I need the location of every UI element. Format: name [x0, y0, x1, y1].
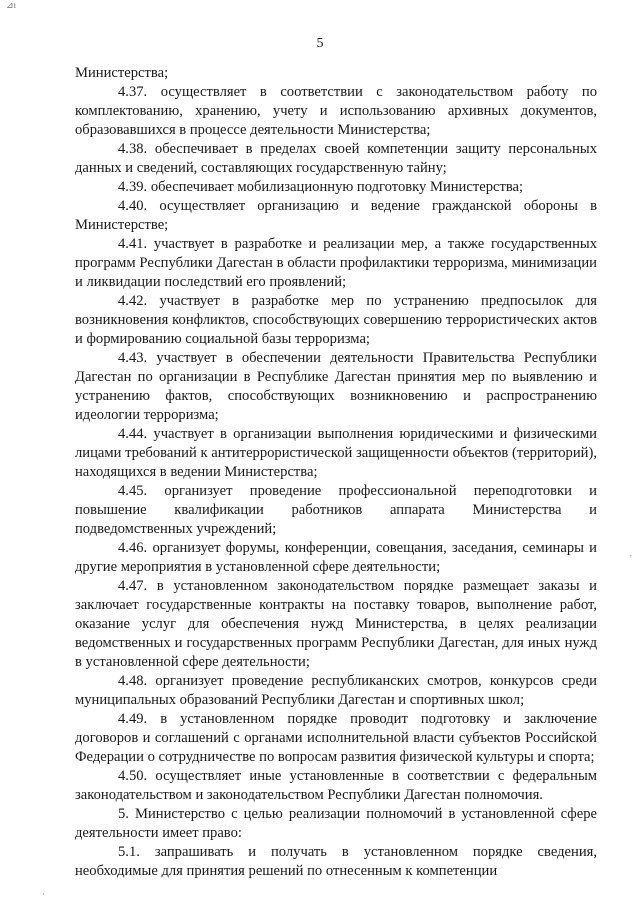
- scan-speck: ·: [42, 889, 45, 899]
- paragraph: 4.47. в установленном законодательством порядке размещает заказы и заключает государственные контракты на поставку товаров, выполнение работ, оказание услуг для обеспечения нужд Министерства, в целях реализации ведомственных и государственных программ Республики Дагестан, для иных нужд в установленной сфере деятельности;: [75, 578, 597, 670]
- paragraph: 4.41. участвует в разработке и реализации мер, а также государственных программ Республики Дагестан в области профилактики терроризма, минимизации и ликвидации последствий его проявлений;: [75, 236, 597, 290]
- paragraph: 4.50. осуществляет иные установленные в соответствии с федеральным законодательством и законодательством Республики Дагестан полномочия.: [75, 768, 597, 803]
- paragraph: 4.44. участвует в организации выполнения юридическими и физическими лицами требований к антитеррористической защищенности объектов (территорий), находящихся в ведении Министерства;: [75, 426, 597, 480]
- paragraph: 4.49. в установленном порядке проводит подготовку и заключение договоров и соглашений с органами исполнительной власти субъектов Российской Федерации о сотрудничестве по вопросам развития физической культуры и спорта;: [75, 711, 597, 765]
- document-body: [75, 64, 597, 881]
- paragraph: 4.42. участвует в разработке мер по устранению предпосылок для возникновения конфликтов, способствующих совершению террористических актов и формированию социальной базы терроризма;: [75, 293, 597, 347]
- paragraph: 4.45. организует проведение профессиональной переподготовки и повышение квалификации работников аппарата Министерства и подведомственных учреждений;: [75, 483, 597, 537]
- paragraph: 4.38. обеспечивает в пределах своей компетенции защиту персональных данных и сведений, составляющих государственную тайну;: [75, 141, 597, 176]
- paragraph: 4.39. обеспечивает мобилизационную подготовку Министерства;: [118, 179, 524, 195]
- paragraph: Министерства;: [75, 65, 169, 81]
- paragraph: 5. Министерство с целью реализации полномочий в установленной сфере деятельности имеет право:: [75, 806, 597, 841]
- paragraph: 5.1. запрашивать и получать в установленном порядке сведения, необходимые для принятия решений по отнесенным к компетенции: [75, 844, 597, 879]
- scan-marker: ⊿ı: [6, 0, 17, 10]
- paragraph: 4.46. организует форумы, конференции, совещания, заседания, семинары и другие мероприятия в установленной сфере деятельности;: [75, 540, 597, 575]
- paragraph: 4.40. осуществляет организацию и ведение гражданской обороны в Министерстве;: [75, 198, 597, 233]
- paragraph: 4.37. осуществляет в соответствии с законодательством работу по комплектованию, хранению, учету и использованию архивных документов, образовавшихся в процессе деятельности Министерства;: [75, 84, 597, 138]
- page-number: 5: [316, 36, 324, 51]
- paragraph: 4.48. организует проведение республиканских смотров, конкурсов среди муниципальных образований Республики Дагестан и спортивных школ;: [75, 673, 597, 708]
- paragraph: 4.43. участвует в обеспечении деятельности Правительства Республики Дагестан по организации в Республике Дагестан принятия мер по выявлению и устранению фактов, способствующих возникновению и распространению идеологии терроризма;: [75, 350, 597, 423]
- scan-speck: ,: [629, 548, 632, 558]
